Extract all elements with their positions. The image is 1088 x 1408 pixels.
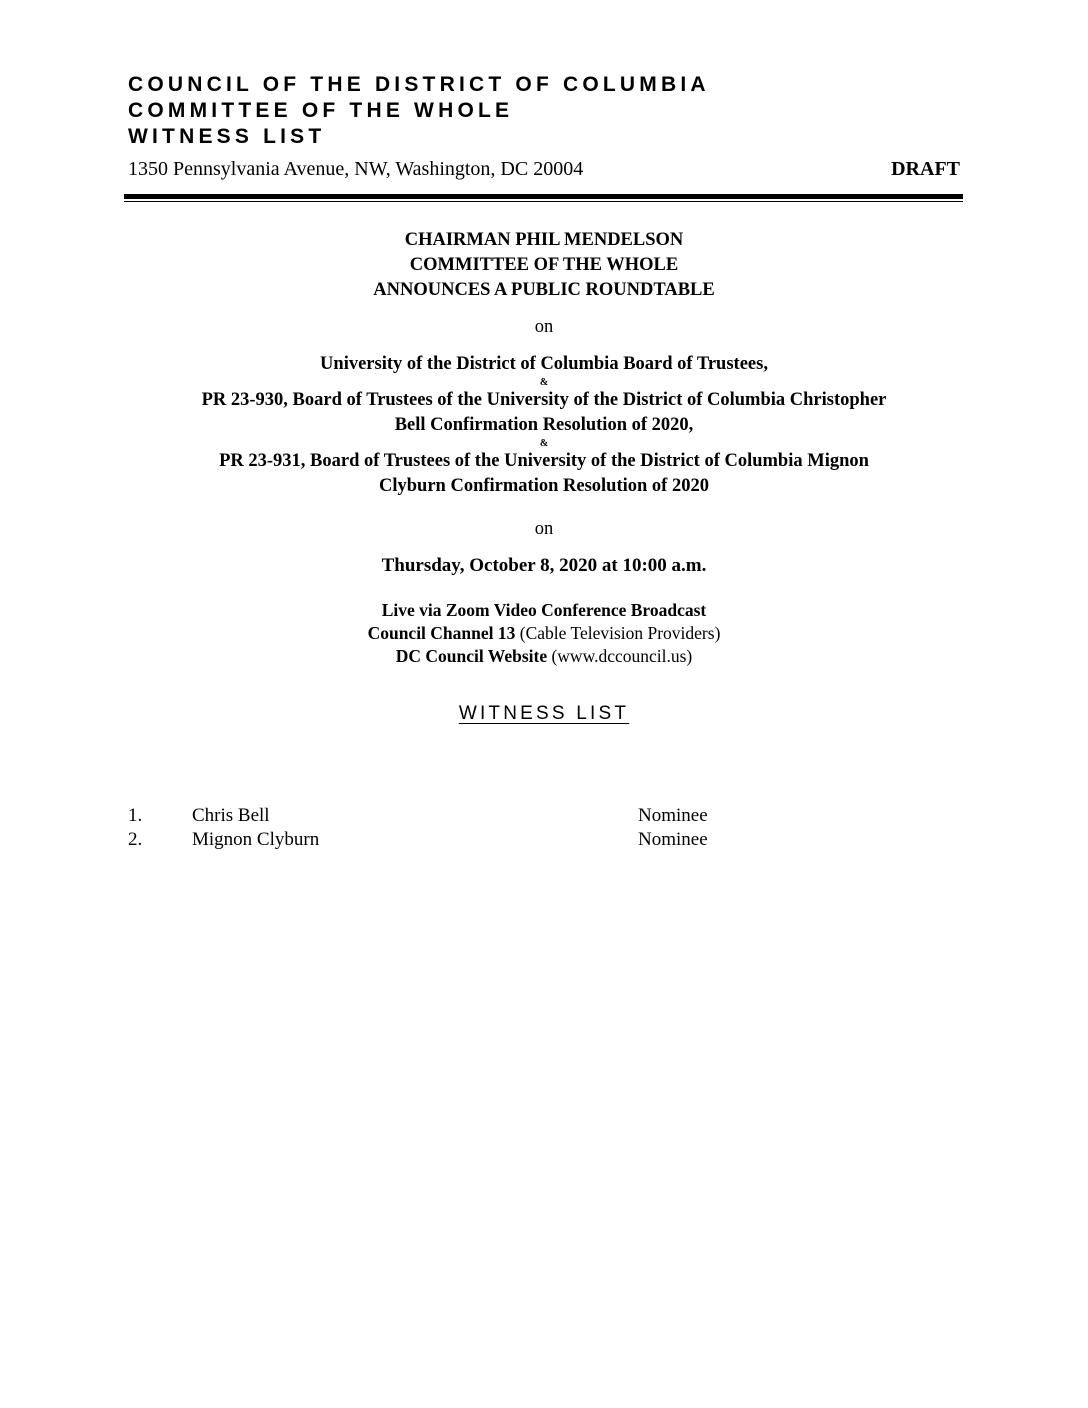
witness-number: 2. bbox=[128, 829, 143, 850]
venue-website-name: DC Council Website bbox=[395, 646, 548, 666]
witness-list-heading-wrap bbox=[124, 703, 964, 725]
venue-website-url: (www.dccouncil.us) bbox=[547, 646, 693, 666]
address-row bbox=[128, 156, 960, 182]
subject-pr-23-930-line1: PR 23-930, Board of Trustees of the University of the District of Columbia Christopher bbox=[201, 390, 887, 410]
announcement-heading bbox=[124, 228, 964, 303]
venue-block bbox=[124, 599, 964, 668]
letterhead-council: COUNCIL OF THE DISTRICT OF COLUMBIA bbox=[128, 73, 710, 96]
on-text-2: on bbox=[534, 519, 554, 539]
subjects-block bbox=[124, 352, 964, 499]
letterhead-committee: COMMITTEE OF THE WHOLE bbox=[128, 99, 514, 122]
venue-website bbox=[124, 645, 964, 668]
letterhead bbox=[128, 72, 964, 150]
draft-label: DRAFT bbox=[891, 158, 960, 180]
witness-role: Nominee bbox=[638, 805, 708, 826]
witness-list-heading: WITNESS LIST bbox=[458, 703, 630, 724]
ampersand-1: & bbox=[539, 377, 549, 388]
subject-pr-23-931-line1: PR 23-931, Board of Trustees of the University of the District of Columbia Mignon bbox=[219, 451, 869, 471]
subject-pr-23-931-line2: Clyburn Confirmation Resolution of 2020 bbox=[379, 476, 709, 496]
venue-channel-detail: (Cable Television Providers) bbox=[515, 623, 721, 643]
subject-udc-board: University of the District of Columbia Board of Trustees, bbox=[320, 354, 768, 374]
on-text-1: on bbox=[534, 317, 554, 337]
address: 1350 Pennsylvania Avenue, NW, Washington, DC 20004 bbox=[128, 158, 584, 180]
hearing-datetime: Thursday, October 8, 2020 at 10:00 a.m. bbox=[381, 555, 707, 576]
ampersand-2: & bbox=[539, 438, 549, 449]
header-rule-thin bbox=[124, 201, 963, 202]
subject-pr-23-930-line2: Bell Confirmation Resolution of 2020, bbox=[394, 415, 694, 435]
witness-name: Mignon Clyburn bbox=[192, 829, 320, 850]
witness-name: Chris Bell bbox=[192, 805, 270, 826]
witness-list bbox=[128, 804, 828, 852]
venue-channel-name: Council Channel 13 bbox=[367, 623, 516, 643]
witness-row bbox=[128, 828, 828, 852]
committee-line: COMMITTEE OF THE WHOLE bbox=[409, 255, 679, 275]
witness-row bbox=[128, 804, 828, 828]
venue-zoom: Live via Zoom Video Conference Broadcast bbox=[381, 600, 707, 620]
venue-channel bbox=[124, 622, 964, 645]
announces-line: ANNOUNCES A PUBLIC ROUNDTABLE bbox=[373, 280, 715, 300]
letterhead-witness-list: WITNESS LIST bbox=[128, 125, 326, 148]
chairman-line: CHAIRMAN PHIL MENDELSON bbox=[404, 230, 684, 250]
witness-number: 1. bbox=[128, 805, 143, 826]
witness-role: Nominee bbox=[638, 829, 708, 850]
header-rule-thick bbox=[124, 194, 963, 199]
